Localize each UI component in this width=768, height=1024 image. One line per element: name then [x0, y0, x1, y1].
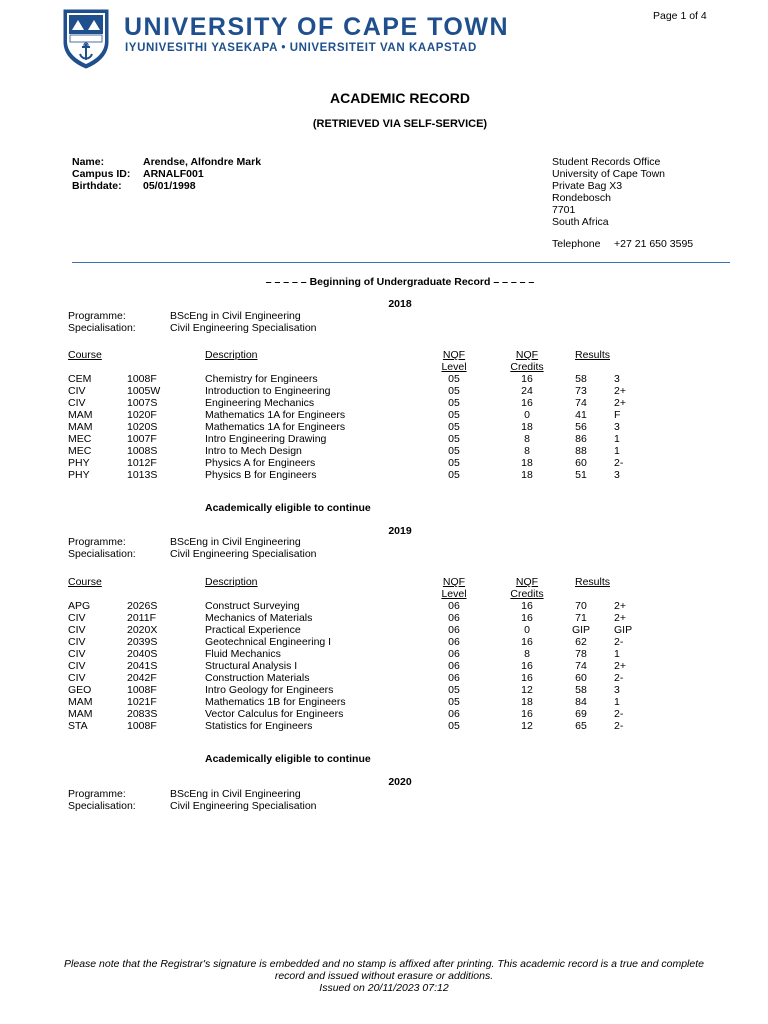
nqf-level: 06: [448, 672, 460, 684]
nqf-level: 05: [448, 469, 460, 481]
specialisation-label: Specialisation:: [68, 548, 136, 560]
course-subject: MAM: [68, 409, 93, 421]
address-line: University of Cape Town: [552, 168, 666, 180]
eligibility-status: Academically eligible to continue: [205, 753, 371, 765]
birthdate-label: Birthdate:: [72, 180, 122, 192]
course-subject: PHY: [68, 469, 90, 481]
result-percent: 58: [575, 373, 587, 385]
nqf-credits: 18: [521, 469, 533, 481]
result-percent: 56: [575, 421, 587, 433]
nqf-credits: 16: [521, 636, 533, 648]
document-title: ACADEMIC RECORD: [330, 90, 470, 106]
nqf-level: 06: [448, 600, 460, 612]
nqf-credits: 16: [521, 600, 533, 612]
course-subject: CIV: [68, 397, 86, 409]
campus-id-label: Campus ID:: [72, 168, 131, 180]
nqf-credits: 0: [524, 624, 530, 636]
address-line: Student Records Office: [552, 156, 661, 168]
telephone-number: +27 21 650 3595: [614, 238, 694, 250]
specialisation-value: Civil Engineering Specialisation: [170, 800, 317, 812]
programme-label: Programme:: [68, 310, 126, 322]
campus-id: ARNALF001: [143, 168, 204, 180]
course-number: 2041S: [127, 660, 158, 672]
issue-date: Issued on 20/11/2023 07:12: [319, 982, 449, 994]
nqf-level: 05: [448, 720, 460, 732]
nqf-credits: 16: [521, 397, 533, 409]
course-description: Intro Geology for Engineers: [205, 684, 334, 696]
year-heading: 2019: [388, 525, 412, 537]
result-percent: 62: [575, 636, 587, 648]
result-symbol: 2+: [614, 385, 626, 397]
result-percent: 74: [575, 660, 587, 672]
nqf-credits: 0: [524, 409, 530, 421]
result-percent: 60: [575, 672, 587, 684]
eligibility-status: Academically eligible to continue: [205, 502, 371, 514]
course-description: Physics B for Engineers: [205, 469, 317, 481]
column-header-nqf-level: NQF Level: [441, 349, 467, 373]
course-description: Chemistry for Engineers: [205, 373, 318, 385]
result-symbol: 2-: [614, 672, 624, 684]
course-subject: MAM: [68, 708, 93, 720]
result-percent: 78: [575, 648, 587, 660]
column-header-description: Description: [205, 576, 258, 588]
course-subject: CIV: [68, 648, 86, 660]
course-number: 1005W: [127, 385, 161, 397]
course-subject: APG: [68, 600, 91, 612]
programme-label: Programme:: [68, 788, 126, 800]
footer-note: [62, 958, 706, 994]
result-percent: 60: [575, 457, 587, 469]
result-percent: 70: [575, 600, 587, 612]
course-description: Mathematics 1A for Engineers: [205, 421, 346, 433]
result-symbol: 3: [614, 684, 620, 696]
nqf-level: 06: [448, 660, 460, 672]
nqf-credits: 16: [521, 708, 533, 720]
result-percent: 41: [575, 409, 587, 421]
result-symbol: 2-: [614, 636, 624, 648]
nqf-level: 05: [448, 409, 460, 421]
course-subject: CEM: [68, 373, 92, 385]
address-line: Private Bag X3: [552, 180, 623, 192]
name-label: Name:: [72, 156, 105, 168]
nqf-credits: 18: [521, 421, 533, 433]
course-number: 1021F: [127, 696, 157, 708]
nqf-credits: 18: [521, 457, 533, 469]
nqf-credits: 8: [524, 433, 530, 445]
nqf-level: 05: [448, 457, 460, 469]
programme-label: Programme:: [68, 536, 126, 548]
nqf-level: 05: [448, 373, 460, 385]
course-description: Mathematics 1A for Engineers: [205, 409, 346, 421]
course-description: Mechanics of Materials: [205, 612, 313, 624]
result-percent: 74: [575, 397, 587, 409]
course-description: Engineering Mechanics: [205, 397, 315, 409]
nqf-level: 06: [448, 648, 460, 660]
page-number: Page 1 of 4: [653, 10, 707, 22]
course-number: 2040S: [127, 648, 158, 660]
course-number: 1008S: [127, 445, 158, 457]
university-crest-icon: [62, 8, 110, 70]
course-number: 2020X: [127, 624, 158, 636]
column-header-nqf-credits: NQF Credits: [510, 349, 544, 373]
nqf-credits: 18: [521, 696, 533, 708]
specialisation-value: Civil Engineering Specialisation: [170, 322, 317, 334]
result-percent: 69: [575, 708, 587, 720]
result-percent: 73: [575, 385, 587, 397]
record-start-marker: – – – – – Beginning of Undergraduate Record – – – – –: [265, 276, 535, 288]
university-subtitle: IYUNIVESITHI YASEKAPA • UNIVERSITEIT VAN KAAPSTAD: [125, 42, 477, 54]
course-description: Physics A for Engineers: [205, 457, 316, 469]
nqf-level: 05: [448, 445, 460, 457]
nqf-level: 05: [448, 385, 460, 397]
university-name: UNIVERSITY OF CAPE TOWN: [124, 13, 510, 41]
footer-line: record and issued without erasure or additions.: [274, 970, 494, 982]
course-subject: CIV: [68, 385, 86, 397]
programme-value: BScEng in Civil Engineering: [170, 536, 301, 548]
course-number: 1012F: [127, 457, 157, 469]
nqf-credits: 8: [524, 445, 530, 457]
divider: [72, 262, 730, 263]
nqf-level: 06: [448, 708, 460, 720]
nqf-credits: 12: [521, 684, 533, 696]
result-percent: 51: [575, 469, 587, 481]
telephone-label: Telephone: [552, 238, 601, 250]
course-subject: CIV: [68, 660, 86, 672]
result-symbol: 2-: [614, 708, 624, 720]
result-symbol: 1: [614, 433, 620, 445]
column-header-results: Results: [575, 349, 611, 361]
nqf-level: 05: [448, 421, 460, 433]
course-subject: MAM: [68, 696, 93, 708]
course-description: Construction Materials: [205, 672, 310, 684]
student-name: Arendse, Alfondre Mark: [143, 156, 262, 168]
specialisation-value: Civil Engineering Specialisation: [170, 548, 317, 560]
result-symbol: 1: [614, 445, 620, 457]
course-description: Structural Analysis I: [205, 660, 298, 672]
result-symbol: 3: [614, 373, 620, 385]
result-percent: 88: [575, 445, 587, 457]
result-symbol: 3: [614, 469, 620, 481]
course-subject: GEO: [68, 684, 92, 696]
result-symbol: 2+: [614, 660, 626, 672]
column-header-nqf-level: NQF Level: [441, 576, 467, 600]
nqf-level: 06: [448, 636, 460, 648]
course-number: 1008F: [127, 720, 157, 732]
nqf-level: 05: [448, 696, 460, 708]
course-number: 2026S: [127, 600, 158, 612]
result-symbol: 2+: [614, 612, 626, 624]
footer-line: Please note that the Registrar's signature is embedded and no stamp is affixed after printing. This academic record is a true and complete: [64, 958, 704, 970]
nqf-credits: 16: [521, 660, 533, 672]
result-symbol: 2+: [614, 397, 626, 409]
specialisation-label: Specialisation:: [68, 800, 136, 812]
nqf-credits: 16: [521, 612, 533, 624]
address-line: Rondebosch: [552, 192, 611, 204]
nqf-credits: 16: [521, 373, 533, 385]
course-description: Geotechnical Engineering I: [205, 636, 332, 648]
course-subject: CIV: [68, 636, 86, 648]
result-percent: 58: [575, 684, 587, 696]
nqf-level: 06: [448, 612, 460, 624]
result-symbol: GIP: [614, 624, 633, 636]
column-header-course: Course: [68, 349, 102, 361]
result-symbol: 1: [614, 648, 620, 660]
result-percent: 71: [575, 612, 587, 624]
address-line: 7701: [552, 204, 576, 216]
result-percent: GIP: [571, 624, 591, 636]
nqf-level: 06: [448, 624, 460, 636]
course-number: 1013S: [127, 469, 158, 481]
course-description: Fluid Mechanics: [205, 648, 281, 660]
course-description: Statistics for Engineers: [205, 720, 313, 732]
course-subject: CIV: [68, 624, 86, 636]
result-percent: 86: [575, 433, 587, 445]
course-subject: PHY: [68, 457, 90, 469]
nqf-level: 05: [448, 397, 460, 409]
programme-value: BScEng in Civil Engineering: [170, 788, 301, 800]
column-header-results: Results: [575, 576, 611, 588]
result-symbol: 2-: [614, 457, 624, 469]
course-subject: CIV: [68, 672, 86, 684]
document-subtitle: (RETRIEVED VIA SELF-SERVICE): [312, 118, 488, 130]
nqf-credits: 8: [524, 648, 530, 660]
nqf-credits: 16: [521, 672, 533, 684]
course-number: 2083S: [127, 708, 158, 720]
course-description: Intro Engineering Drawing: [205, 433, 327, 445]
nqf-credits: 24: [521, 385, 533, 397]
course-subject: MAM: [68, 421, 93, 433]
course-subject: MEC: [68, 445, 92, 457]
course-description: Vector Calculus for Engineers: [205, 708, 344, 720]
course-description: Introduction to Engineering: [205, 385, 331, 397]
specialisation-label: Specialisation:: [68, 322, 136, 334]
result-symbol: 2-: [614, 720, 624, 732]
course-number: 1008F: [127, 684, 157, 696]
course-number: 1020F: [127, 409, 157, 421]
column-header-nqf-credits: NQF Credits: [510, 576, 544, 600]
course-number: 1008F: [127, 373, 157, 385]
course-description: Mathematics 1B for Engineers: [205, 696, 346, 708]
course-subject: STA: [68, 720, 88, 732]
course-subject: MEC: [68, 433, 92, 445]
column-header-course: Course: [68, 576, 102, 588]
course-number: 1020S: [127, 421, 158, 433]
course-number: 1007F: [127, 433, 157, 445]
result-percent: 65: [575, 720, 587, 732]
programme-value: BScEng in Civil Engineering: [170, 310, 301, 322]
course-description: Practical Experience: [205, 624, 301, 636]
result-percent: 84: [575, 696, 587, 708]
course-number: 2039S: [127, 636, 158, 648]
result-symbol: 3: [614, 421, 620, 433]
result-symbol: F: [614, 409, 621, 421]
course-number: 1007S: [127, 397, 158, 409]
birthdate: 05/01/1998: [143, 180, 196, 192]
course-subject: CIV: [68, 612, 86, 624]
year-heading: 2020: [388, 776, 412, 788]
address-line: South Africa: [552, 216, 609, 228]
nqf-level: 05: [448, 433, 460, 445]
course-description: Construct Surveying: [205, 600, 300, 612]
column-header-description: Description: [205, 349, 258, 361]
course-number: 2042F: [127, 672, 157, 684]
year-heading: 2018: [388, 298, 412, 310]
nqf-level: 05: [448, 684, 460, 696]
course-description: Intro to Mech Design: [205, 445, 302, 457]
course-number: 2011F: [127, 612, 156, 624]
result-symbol: 2+: [614, 600, 626, 612]
result-symbol: 1: [614, 696, 620, 708]
nqf-credits: 12: [521, 720, 533, 732]
